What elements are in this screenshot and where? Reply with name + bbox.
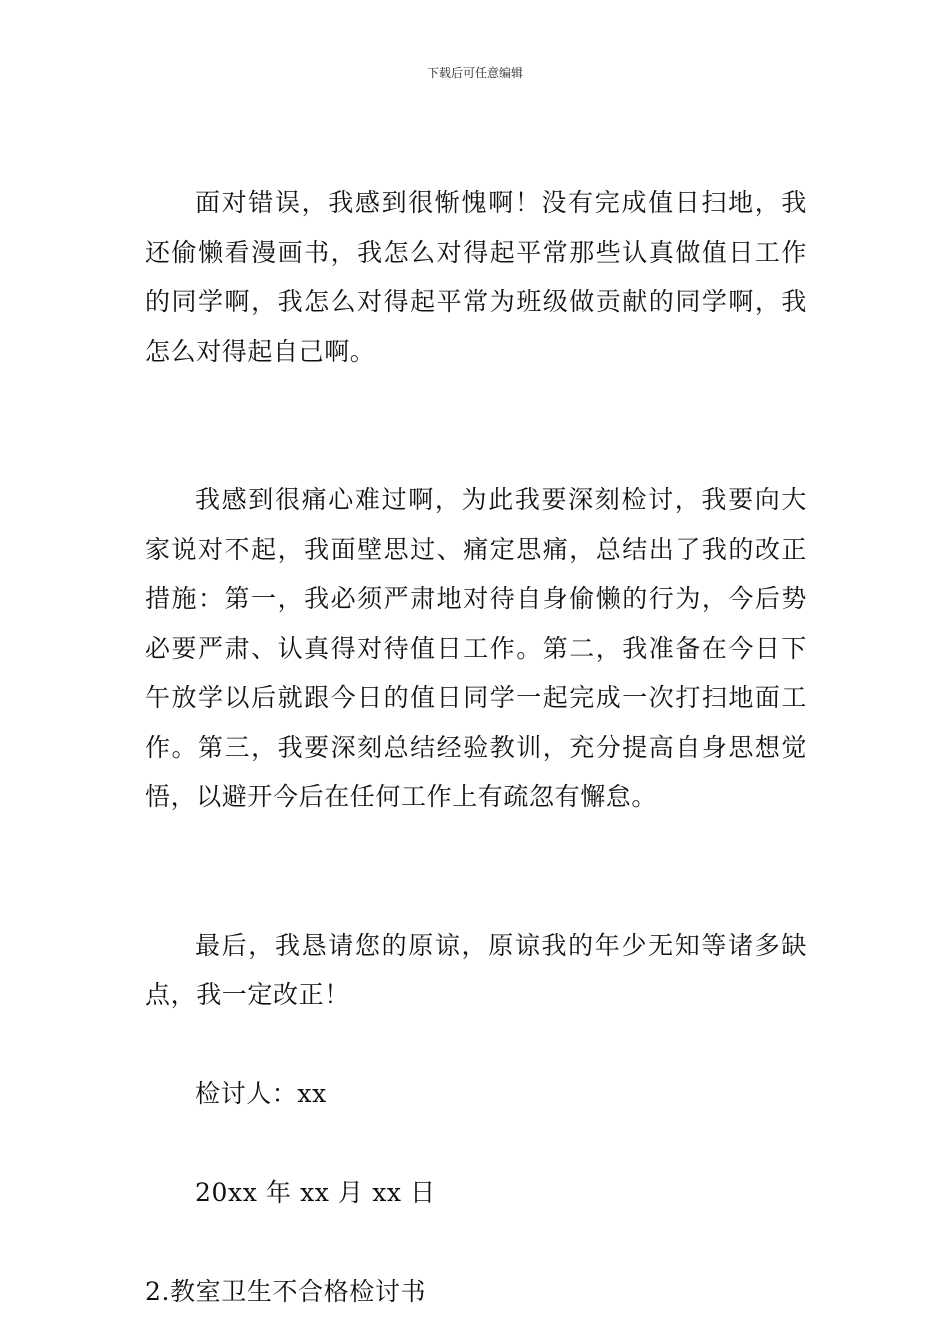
- paragraph-spacer: [145, 1020, 807, 1070]
- paragraph-spacer: [145, 376, 807, 426]
- paragraph-spacer: [145, 822, 807, 872]
- paragraph-spacer: [145, 426, 807, 476]
- paragraph-apology: 面对错误，我感到很惭愧啊！没有完成值日扫地，我还偷懒看漫画书，我怎么对得起平常那些认真做值日工作的同学啊，我怎么对得起平常为班级做贡献的同学啊，我怎么对得起自己啊。: [145, 188, 807, 366]
- document-body: [145, 178, 807, 1317]
- paragraph-corrective-measures: 我感到很痛心难过啊，为此我要深刻检讨，我要向大家说对不起，我面壁思过、痛定思痛，总结出了我的改正措施：第一，我必须严肃地对待自身偷懒的行为，今后势必要严肃、认真得对待值日工作。第二，我准备在今日下午放学以后就跟今日的值日同学一起完成一次打扫地面工作。第三，我要深刻总结经验教训，充分提高自身思想觉悟，以避开今后在任何工作上有疏忽有懈怠。: [145, 485, 807, 811]
- paragraph-spacer: [145, 1218, 807, 1268]
- paragraph-spacer: [145, 1119, 807, 1169]
- page-header: 下载后可任意编辑: [426, 66, 523, 80]
- signer-line: 检讨人：xx: [195, 1079, 327, 1108]
- paragraph-spacer: [145, 871, 807, 921]
- paragraph-closing: 最后，我恳请您的原谅，原谅我的年少无知等诸多缺点，我一定改正！: [145, 930, 807, 1009]
- date-line: 20xx 年 xx 月 xx 日: [195, 1178, 436, 1207]
- section-heading: 2.教室卫生不合格检讨书: [145, 1277, 427, 1306]
